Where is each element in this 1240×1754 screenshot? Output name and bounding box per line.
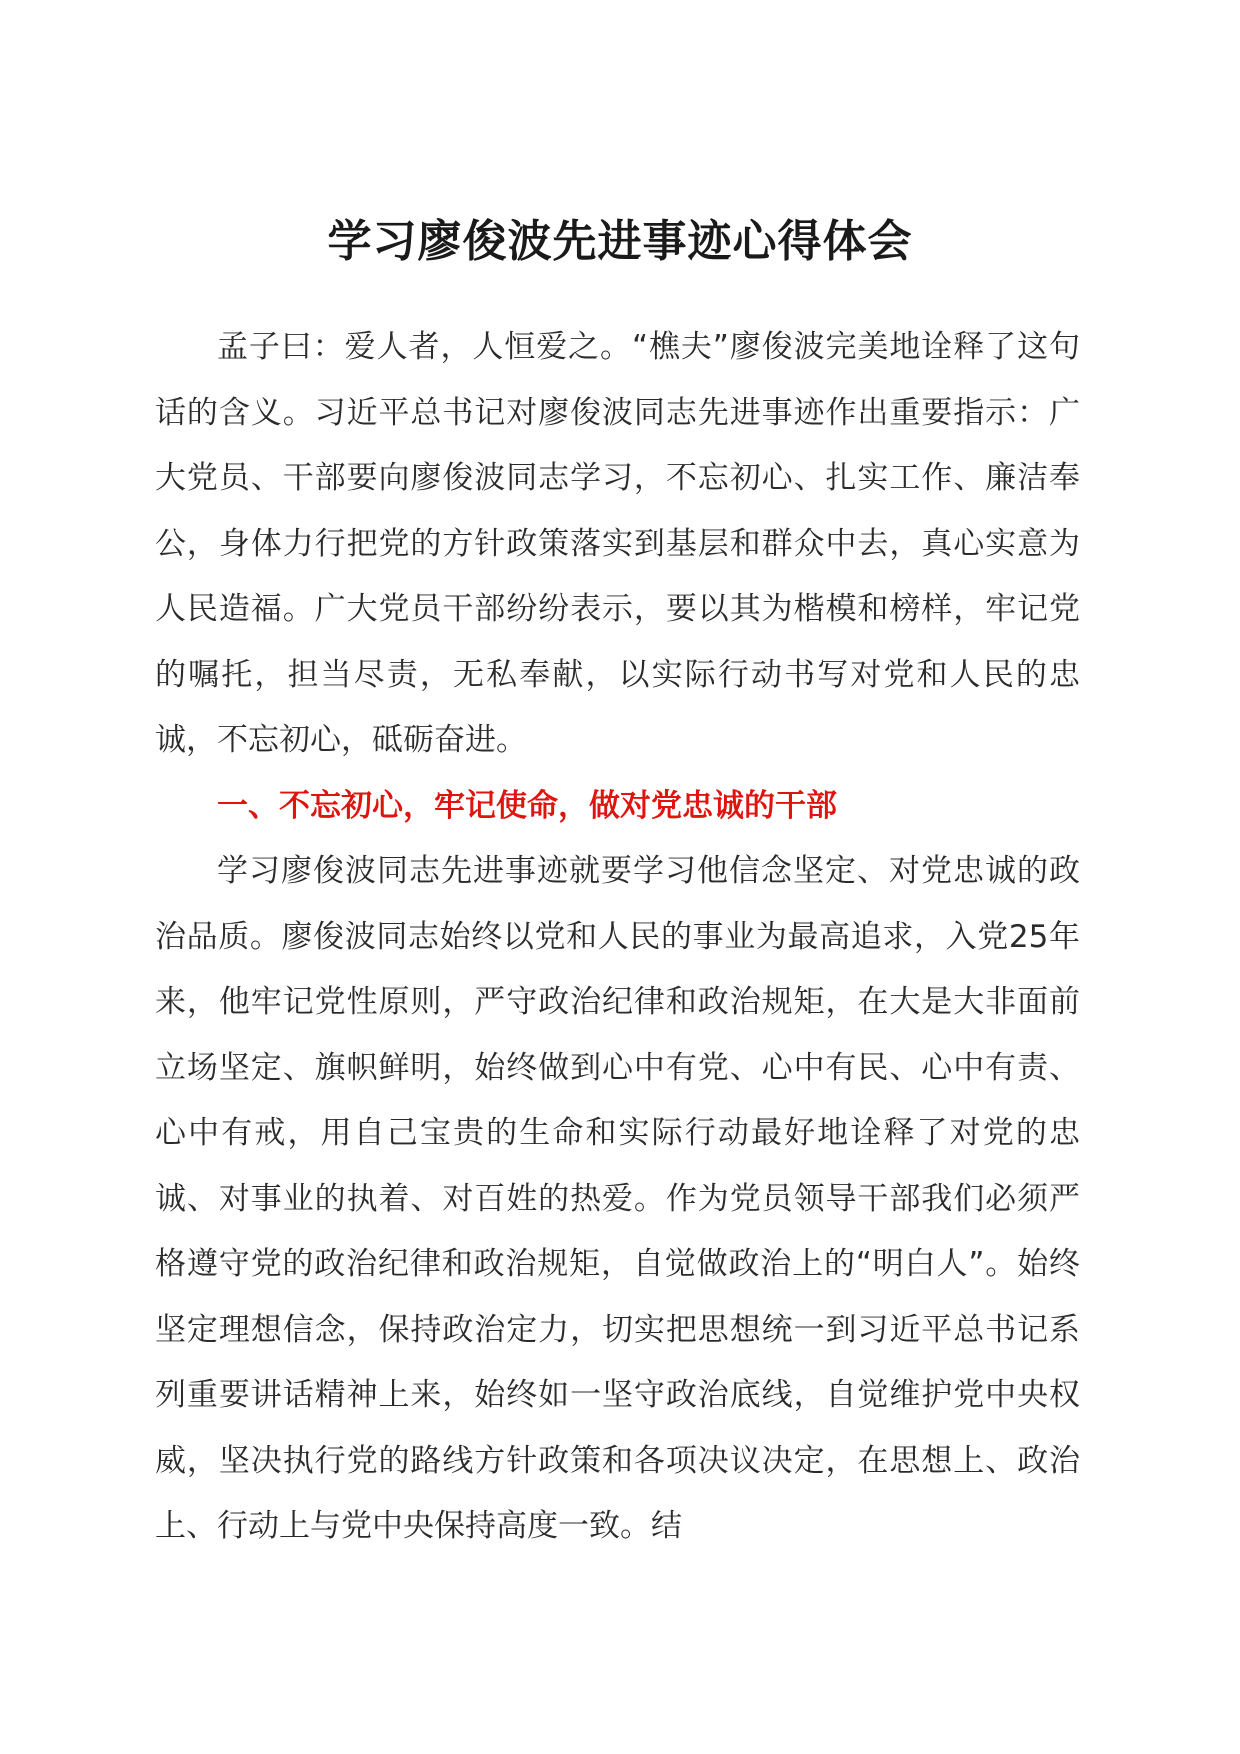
intro-paragraph: 孟子曰：爱人者，人恒爱之。“樵夫”廖俊波完美地诠释了这句话的含义。习近平总书记对廖俊波同志先进事迹作出重要指示：广大党员、干部要向廖俊波同志学习，不忘初心、扎实工作、廉洁奉公，身体力行把党的方针政策落实到基层和群众中去，真心实意为人民造福。广大党员干部纷纷表示，要以其为楷模和榜样，牢记党的嘱托，担当尽责，无私奉献，以实际行动书写对党和人民的忠诚，不忘初心，砥砺奋进。 (155, 329, 1080, 758)
document-title: 学习廖俊波先进事迹心得体会 (327, 216, 913, 267)
section-heading: 一、不忘初心，牢记使命，做对党忠诚的干部 (217, 787, 837, 824)
document-body (155, 315, 1080, 1560)
section-paragraph: 学习廖俊波同志先进事迹就要学习他信念坚定、对党忠诚的政治品质。廖俊波同志始终以党和人民的事业为最高追求，入党25年来，他牢记党性原则，严守政治纪律和政治规矩，在大是大非面前立场坚定、旗帜鲜明，始终做到心中有党、心中有民、心中有责、心中有戒，用自己宝贵的生命和实际行动最好地诠释了对党的忠诚、对事业的执着、对百姓的热爱。作为党员领导干部我们必须严格遵守党的政治纪律和政治规矩，自觉做政治上的“明白人”。始终坚定理想信念，保持政治定力，切实把思想统一到习近平总书记系列重要讲话精神上来，始终如一坚守政治底线，自觉维护党中央权威，坚决执行党的路线方针政策和各项决议决定，在思想上、政治上、行动上与党中央保持高度一致。结 (155, 853, 1080, 1544)
